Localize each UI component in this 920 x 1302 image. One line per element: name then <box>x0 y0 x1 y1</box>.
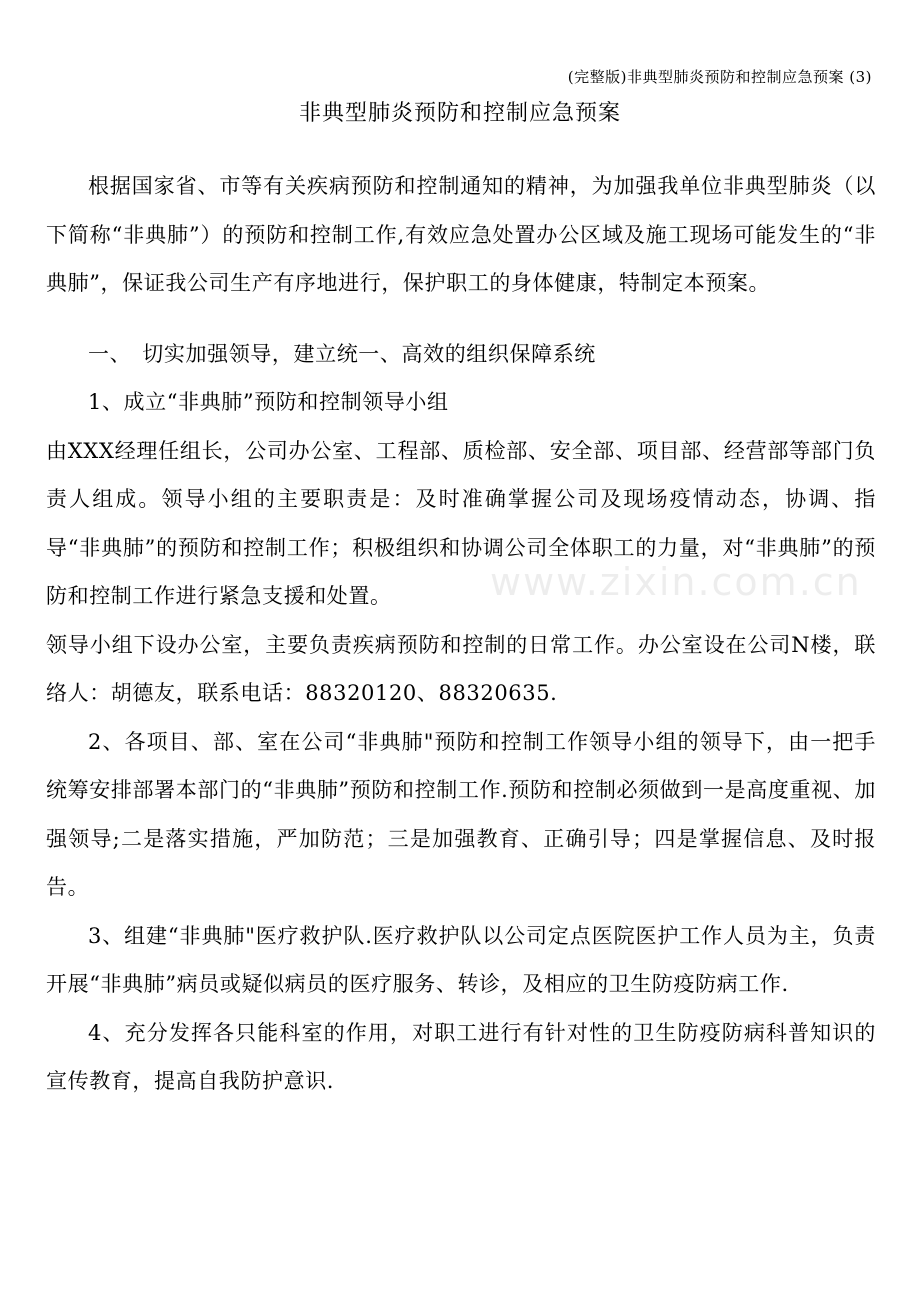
watermark: www.zixin.com.cn <box>490 560 862 604</box>
item-1-paragraph-1: 由XXX经理任组长，公司办公室、工程部、质检部、安全部、项目部、经营部等部门负责人组成。领导小组的主要职责是：及时准确掌握公司及现场疫情动态，协调、指导“非典肺”的预防和控制工作；积极组织和协调公司全体职工的力量，对“非典肺”的预防和控制工作进行紧急支援和处置。 <box>46 438 876 608</box>
document-body <box>46 162 876 1106</box>
section-heading-1: 一、 切实加强领导，建立统一、高效的组织保障系统 <box>88 341 596 366</box>
intro-paragraph: 根据国家省、市等有关疾病预防和控制通知的精神，为加强我单位非典型肺炎（以下简称“非典肺”）的预防和控制工作,有效应急处置办公区域及施工现场可能发生的“非典肺”，保证我公司生产有序地进行，保护职工的身体健康，特制定本预案。 <box>46 174 876 295</box>
item-1-paragraph-2: 领导小组下设办公室，主要负责疾病预防和控制的日常工作。办公室设在公司N楼，联络人：胡德友，联系电话：88320120、88320635. <box>46 632 876 705</box>
document-title: 非典型肺炎预防和控制应急预案 <box>298 101 621 126</box>
item-2-paragraph: 2、各项目、部、室在公司“非典肺"预防和控制工作领导小组的领导下，由一把手统筹安排部署本部门的“非典肺”预防和控制工作.预防和控制必须做到一是高度重视、加强领导;二是落实措施，严加防范；三是加强教育、正确引导；四是掌握信息、及时报告。 <box>46 729 876 899</box>
running-header: (完整版)非典型肺炎预防和控制应急预案 (3) <box>567 68 872 86</box>
item-4-paragraph: 4、充分发挥各只能科室的作用，对职工进行有针对性的卫生防疫防病科普知识的宣传教育，提高自我防护意识. <box>46 1020 876 1093</box>
item-1-heading: 1、成立“非典肺”预防和控制领导小组 <box>88 390 449 414</box>
item-3-paragraph: 3、组建“非典肺"医疗救护队.医疗救护队以公司定点医院医护工作人员为主，负责开展“非典肺”病员或疑似病员的医疗服务、转诊，及相应的卫生防疫防病工作. <box>46 923 876 996</box>
